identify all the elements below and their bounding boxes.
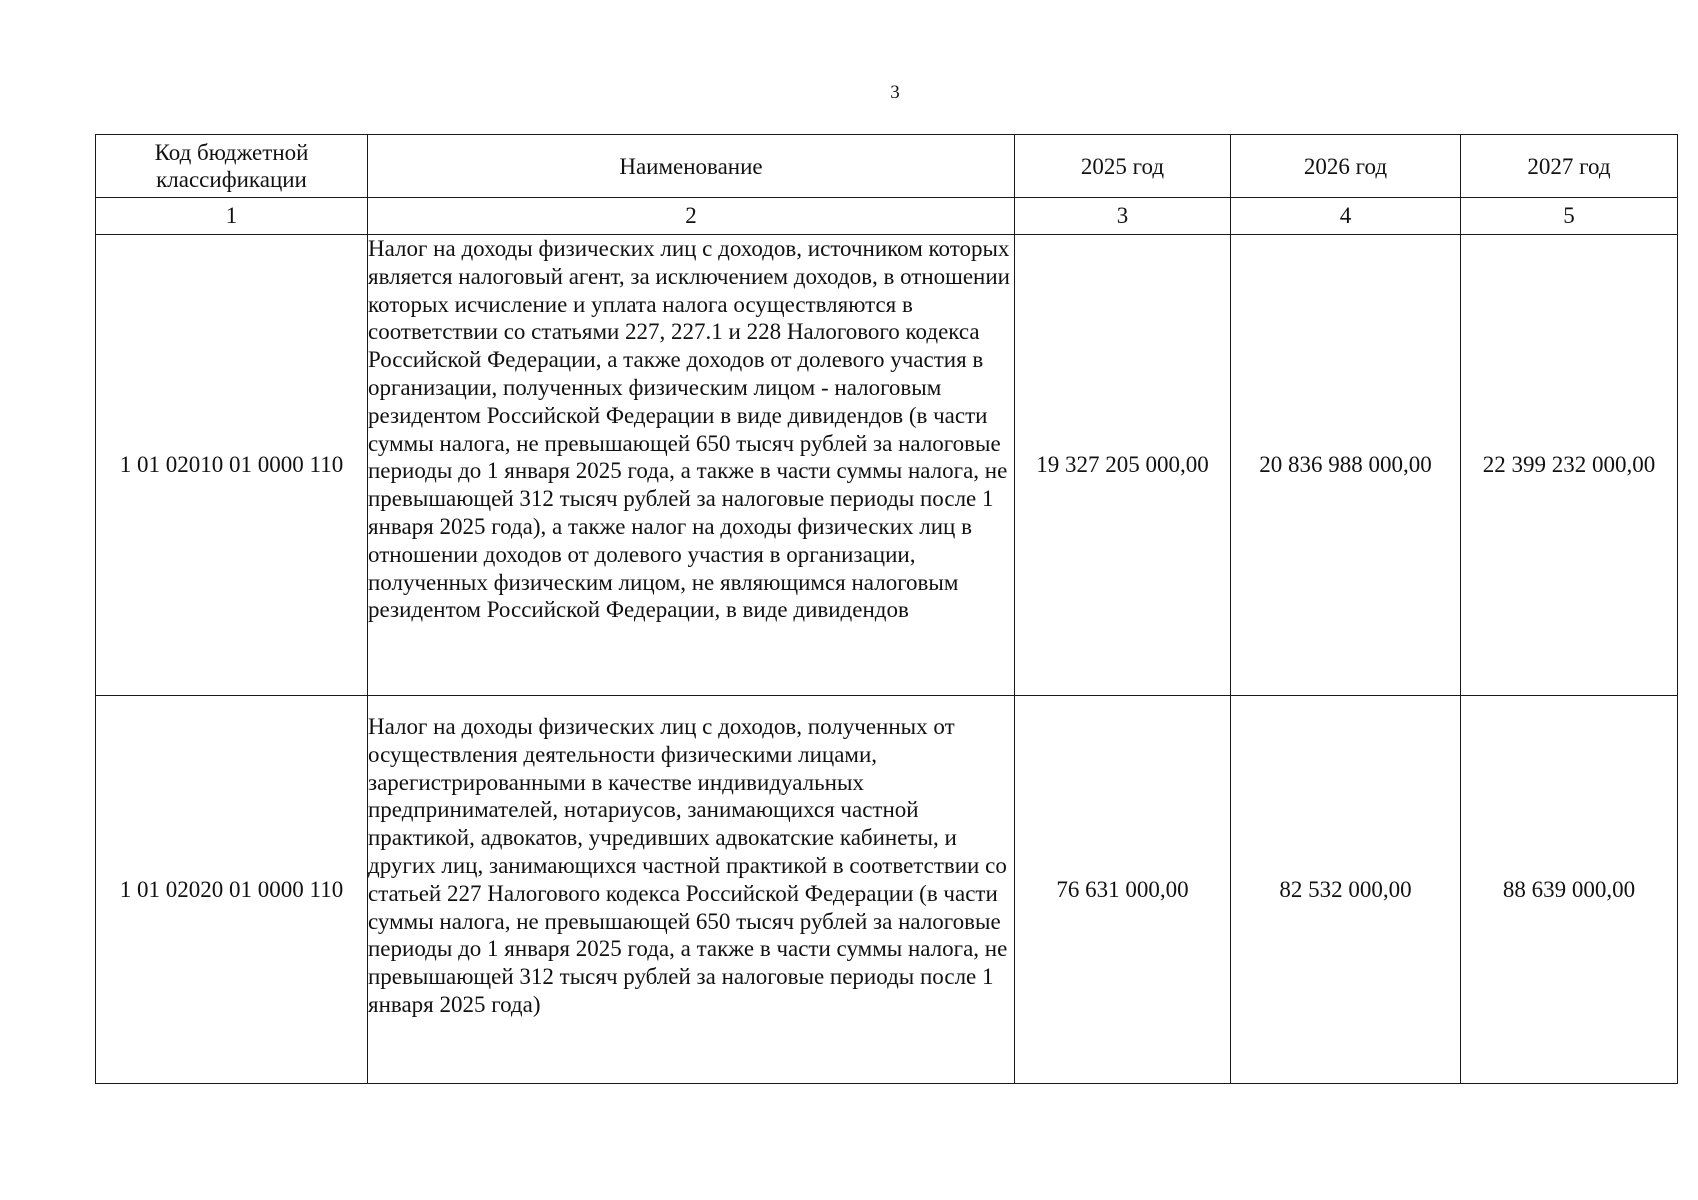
- amount-2026-cell: 20 836 988 000,00: [1231, 235, 1461, 696]
- header-row: [96, 135, 1678, 198]
- amount-2026-cell: 82 532 000,00: [1231, 696, 1461, 1084]
- amount-2025-cell: 19 327 205 000,00: [1015, 235, 1231, 696]
- budget-revenue-table: [95, 134, 1678, 1084]
- header-year-2027: 2027 год: [1461, 135, 1678, 198]
- amount-2027-cell: 88 639 000,00: [1461, 696, 1678, 1084]
- tax-name-cell: Налог на доходы физических лиц с доходов, источником которых является налоговый агент, за исключением доходов, в отношении которых исчисление и уплата налога осуществляются в соответствии со статьями 227, 227.1 и 228 Налогового кодекса Российской Федерации, а также доходов от долевого участия в организации, полученных физическим лицом - налоговым резидентом Российской Федерации в виде дивидендов (в части суммы налога, не превышающей 650 тысяч рублей за налоговые периоды до 1 января 2025 года, а также в части суммы налога, не превышающей 312 тысяч рублей за налоговые периоды после 1 января 2025 года), а также налог на доходы физических лиц в отношении доходов от долевого участия в организации, полученных физическим лицом, не являющимся налоговым резидентом Российской Федерации, в виде дивидендов: [368, 235, 1015, 696]
- table-header: [96, 135, 1678, 235]
- tax-name-cell: Налог на доходы физических лиц с доходов, полученных от осуществления деятельности физическими лицами, зарегистрированными в качестве индивидуальных предпринимателей, нотариусов, занимающихся частной практикой, адвокатов, учредивших адвокатские кабинеты, и других лиц, занимающихся частной практикой в соответствии со статьей 227 Налогового кодекса Российской Федерации (в части суммы налога, не превышающей 650 тысяч рублей за налоговые периоды до 1 января 2025 года, а также в части суммы налога, не превышающей 312 тысяч рублей за налоговые периоды после 1 января 2025 года): [368, 696, 1015, 1084]
- header-year-2025: 2025 год: [1015, 135, 1231, 198]
- budget-code-cell: 1 01 02010 01 0000 110: [96, 235, 368, 696]
- header-year-2026: 2026 год: [1231, 135, 1461, 198]
- column-number: 4: [1231, 198, 1461, 235]
- page-number: 3: [890, 82, 900, 103]
- table-row: [96, 235, 1678, 696]
- budget-code-cell: 1 01 02020 01 0000 110: [96, 696, 368, 1084]
- header-budget-code: Код бюджетной классификации: [96, 135, 368, 198]
- amount-2025-cell: 76 631 000,00: [1015, 696, 1231, 1084]
- column-number: 3: [1015, 198, 1231, 235]
- column-number: 1: [96, 198, 368, 235]
- column-number: 5: [1461, 198, 1678, 235]
- amount-2027-cell: 22 399 232 000,00: [1461, 235, 1678, 696]
- column-number: 2: [368, 198, 1015, 235]
- table-row: [96, 696, 1678, 1084]
- table-body: [96, 235, 1678, 1084]
- column-number-row: [96, 198, 1678, 235]
- header-name: Наименование: [368, 135, 1015, 198]
